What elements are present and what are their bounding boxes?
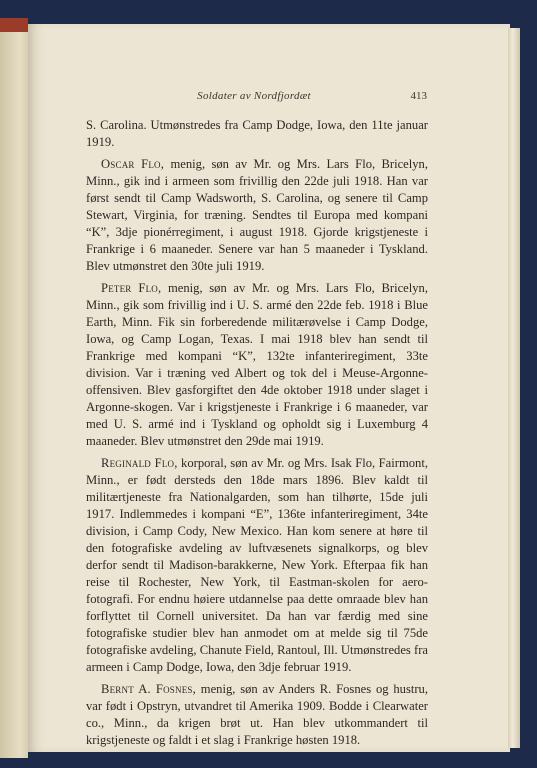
soldier-name: Reginald Flo, [101, 456, 178, 470]
soldier-name: Bernt A. Fosnes, [101, 682, 196, 696]
soldier-biography: menig, søn av Mr. og Mrs. Lars Flo, Bricelyn, Minn., gik ind i armeen som frivillig den 22de juli 1918. Han var først sendt til Camp Wadsworth, S. Carolina, og senere til Camp Stewart, Virginia, for træning. Sendtes til Europa med kompani “K”, 3dje pionérregiment, i august 1918. Gjorde krigstjeneste i Frankrige i 6 maaneder. Senere var han 5 maaneder i Tyskland. Blev utmønstret den 30te juli 1919. [86, 157, 428, 273]
page-number: 413 [410, 90, 427, 102]
continuation-paragraph: S. Carolina. Utmønstredes fra Camp Dodge, Iowa, den 11te januar 1919. [86, 118, 428, 149]
page-body [86, 117, 428, 749]
soldier-entry-bernt-fosnes [86, 681, 428, 749]
book-left-page-edge [0, 18, 28, 758]
soldier-entry-oscar-flo [86, 156, 428, 275]
page-stack-edge [508, 28, 520, 748]
running-head: Soldater av Nordfjordæt [197, 90, 311, 102]
soldier-name: Peter Flo, [101, 281, 162, 295]
soldier-entry-reginald-flo [86, 455, 428, 676]
binding-band [0, 18, 28, 32]
soldier-name: Oscar Flo, [101, 157, 165, 171]
soldier-entry-peter-flo [86, 280, 428, 450]
soldier-biography: korporal, søn av Mr. og Mrs. Isak Flo, Fairmont, Minn., er født dersteds den 18de mars 1896. Blev kaldt til militærtjeneste fra Nationalgarden, som han tilhørte, 15de juli 1917. Indlemmedes i kompani “E”, 136te infanteriregiment, 34te division, i Camp Cody, New Mexico. Han kom senere at høre til den fotografiske avdeling av luftvæsenets signalkorps, og blev derfor sendt til Madison-barakkerne, New York. Efterpaa fik han reise til Rochester, New York, til Eastman-skolen for aero-fotografi. For endnu høiere utdannelse paa dette omraade blev han forflyttet til Cornell universitet. Da han var færdig med sine fotografiske studier blev han anmodet om at melde sig til 75de fotografiske avdeling, Chanute Field, Rantoul, Ill. Utmønstredes fra armeen i Camp Dodge, Iowa, den 3dje februar 1919. [86, 456, 428, 674]
soldier-biography: menig, søn av Anders R. Fosnes og hustru, var født i Opstryn, utvandret til Amerika 1909. Bodde i Clearwater co., Minn., da krigen brøt ut. Han blev utkommandert til krigstjeneste og faldt i et slag i Frankrige høsten 1918. [86, 682, 428, 747]
soldier-biography: menig, søn av Mr. og Mrs. Lars Flo, Bricelyn, Minn., gik som frivillig ind i U. S. armé den 22de feb. 1918 i Blue Earth, Minn. Fik sin forberedende militærøvelse i Camp Dodge, Iowa, og Camp Logan, Texas. I mai 1918 blev han sendt til Frankrige med kompani “K”, 132te infanteriregiment, 33te division. Var i træning ved Albert og tok del i Meuse-Argonne-offensiven. Blev gasforgiftet den 4de oktober 1918 under slaget i Argonne-skogen. Var i krigstjeneste i Frankrige i 6 maaneder, var med U. S. armé ind i Tyskland og opholdt sig i Luxemburg 4 maaneder. Blev utmønstret den 29de mai 1919. [86, 281, 428, 448]
